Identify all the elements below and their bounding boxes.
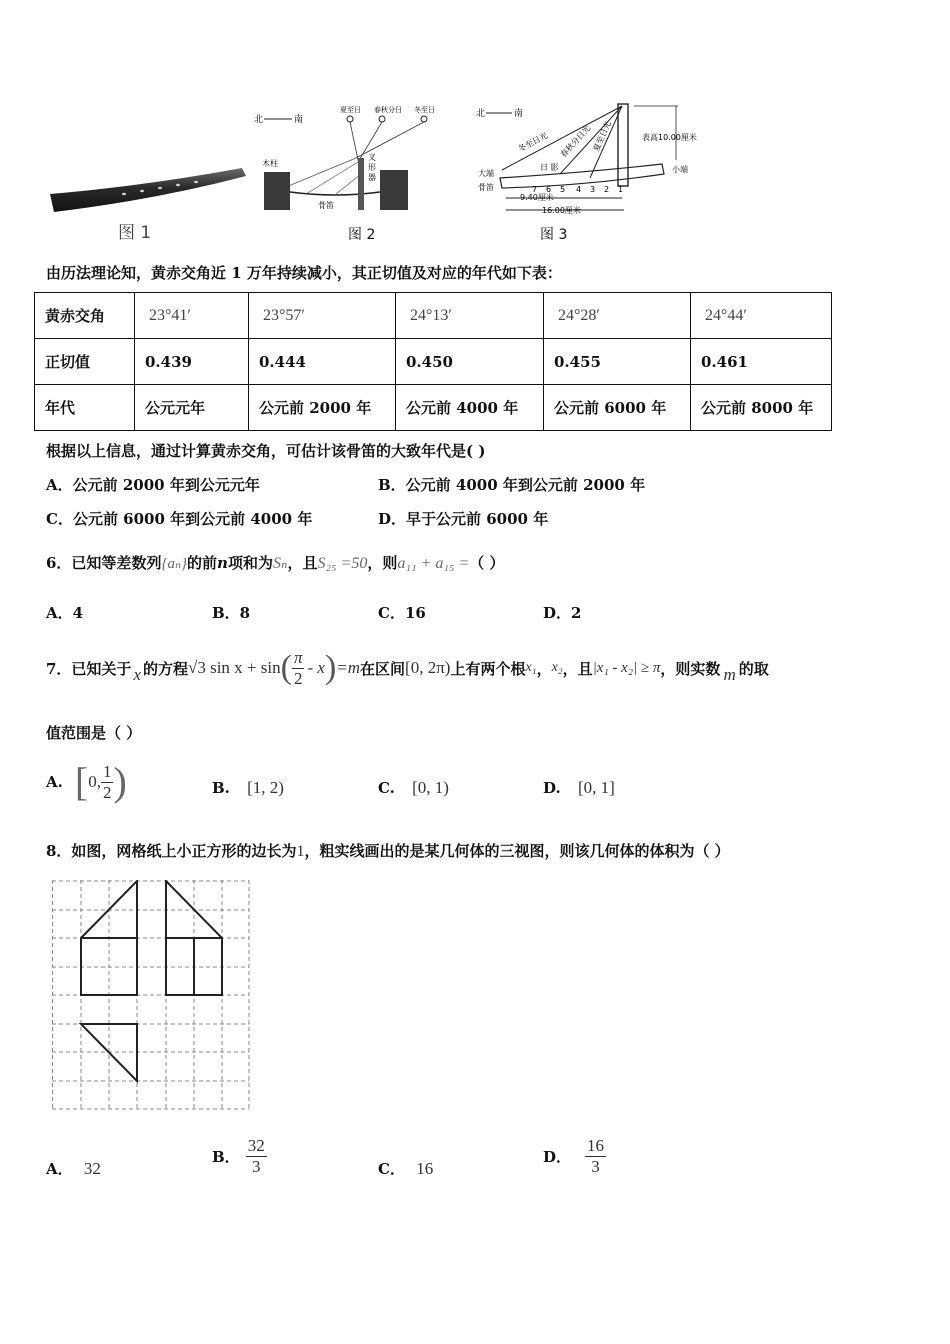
figure-2-observation: [246, 100, 456, 218]
q8-d-label: D．: [543, 1147, 572, 1166]
obliquity-table: [34, 292, 832, 431]
fig3-summer-light: 夏至日光: [591, 119, 613, 153]
q8-option-d[interactable]: [543, 1130, 606, 1182]
table-cell: 公元前 8000 年: [691, 385, 832, 431]
q6-option-c[interactable]: C．16: [378, 604, 426, 622]
table-cell: 24°28′: [544, 293, 691, 339]
fig2-summer: 夏至日: [340, 106, 361, 114]
q5-option-b[interactable]: B．公元前 4000 年到公元前 2000 年: [378, 476, 646, 494]
q6-option-b[interactable]: B．8: [212, 604, 251, 622]
q6-stem: [46, 548, 504, 579]
q8-one: 1: [296, 843, 305, 860]
q7-text-2: 的方程: [143, 659, 189, 678]
q6-s25: S₂₅ =50: [317, 555, 368, 572]
table-cell: 0.455: [544, 339, 691, 385]
table-cell: 23°57′: [249, 293, 396, 339]
figure-3-caption: 图 3: [540, 227, 568, 243]
fig3-south: 南: [514, 109, 524, 119]
table-cell: 公元前 4000 年: [396, 385, 544, 431]
q8-option-b[interactable]: [212, 1130, 267, 1182]
q8-d-frac: $\frac{16}{3}$: [587, 1135, 605, 1176]
fig2-bone-label: 骨笛: [318, 201, 334, 210]
fig3-tick-7: 7: [532, 185, 538, 194]
q6-text-4: ，且: [287, 554, 318, 572]
fig2-fork-label-3: 器: [368, 173, 376, 182]
fig2-fork-label-2: 形: [368, 163, 376, 172]
q7-d-label: D.: [543, 779, 561, 797]
fig3-north: 北: [476, 109, 486, 119]
table-cell: 0.461: [691, 339, 832, 385]
table-row-angle: [35, 293, 832, 339]
q7-x2: x₂: [551, 660, 563, 675]
figure-1-caption: 图 1: [118, 223, 152, 243]
q7-b-label: B.: [212, 779, 230, 797]
q7-a-pre: 0,: [88, 772, 101, 791]
table-cell: 公元前 2000 年: [249, 385, 396, 431]
table-cell: 黄赤交角: [35, 293, 135, 339]
table-cell: 公元元年: [135, 385, 249, 431]
q7-stem-line2: 值范围是（ ）: [46, 724, 142, 742]
q7-eq-a: √3 sin x + sin: [188, 658, 281, 677]
q6-text-2: 的前: [187, 554, 218, 572]
q8-text-2: ，粗实线画出的是某几何体的三视图，则该几何体的体积为（ ）: [304, 842, 730, 860]
q8-stem: [46, 840, 730, 861]
fig3-tick-5: 5: [560, 185, 566, 194]
fig2-equinox: 春秋分日: [374, 106, 402, 114]
fig3-winter-light: 冬至日光: [516, 130, 550, 154]
q7-option-c[interactable]: [378, 778, 449, 798]
table-cell: 24°13′: [396, 293, 544, 339]
q7-stem: 7．已知关于 x 的方程 √3 sin x + sin ( $\frac{\pi}{2}$ - x ) =m 在区间 [0, 2π) 上有两个根 x₁ ， x₂ ，且 |x₁ - x₂| ≥ π ，则实数 m 的取: [46, 647, 769, 688]
q7-condition: |x₁ - x₂| ≥ π: [592, 659, 661, 676]
q6-text-3: 项和为: [227, 554, 273, 572]
figure-3-shadow: [472, 100, 722, 220]
q7-comma: ，: [536, 659, 552, 678]
q7-m: m: [723, 665, 736, 684]
fig2-pillar-label: 木柱: [262, 159, 278, 168]
table-cell: 0.450: [396, 339, 544, 385]
q6-expr: a₁₁ + a₁₅ =: [397, 555, 470, 572]
q7-text-4: 上有两个根: [450, 659, 526, 678]
q7-x1: x₁: [525, 660, 537, 675]
q8-a-label: A．: [46, 1160, 73, 1178]
q6-option-d[interactable]: D．2: [543, 604, 582, 622]
q7-option-b[interactable]: [212, 778, 284, 798]
q8-option-c[interactable]: [378, 1158, 433, 1179]
q7-interval: [0, 2π): [405, 658, 451, 677]
three-view-outlines: [81, 881, 222, 1081]
q7-text-6: ，则实数: [660, 659, 721, 678]
flute-body: [50, 168, 246, 212]
q7-text-3: 在区间: [360, 659, 406, 678]
q8-text-1: 8．如图，网格纸上小正方形的边长为: [46, 842, 297, 860]
q5-option-c[interactable]: C．公元前 6000 年到公元前 4000 年: [46, 510, 313, 528]
fig3-flute-label: 骨笛: [478, 183, 494, 192]
q6-text-5: ，则: [367, 554, 398, 572]
table-cell: 正切值: [35, 339, 135, 385]
q7-a-label: A.: [46, 773, 63, 791]
q7-text-7: 的取: [738, 659, 769, 678]
fig3-sun-shadow: 日 影: [540, 163, 559, 172]
q6-text-1: 6．已知等差数列: [46, 554, 162, 572]
q7-eq-b: - x: [307, 658, 325, 677]
q7-c-label: C.: [378, 779, 395, 797]
q7-b-val: [1, 2): [247, 778, 284, 797]
q7-a-frac: $\frac{1}{2}$: [102, 761, 112, 802]
fig3-tick-1: 1: [618, 185, 624, 194]
q8-c-label: C．: [378, 1160, 405, 1178]
fig3-small-end: 小端: [672, 165, 688, 174]
fig2-winter: 冬至日: [414, 106, 435, 114]
fig3-table-height: 表高10.00厘米: [642, 133, 697, 142]
fig3-tick-2: 2: [604, 185, 610, 194]
fig3-len2: 16.00厘米: [542, 206, 581, 215]
fig3-tick-6: 6: [546, 185, 552, 194]
q7-d-val: [0, 1]: [577, 778, 615, 797]
q6-text-6: （ ）: [469, 554, 505, 572]
fig3-tick-3: 3: [590, 185, 596, 194]
three-view-grid-figure: [52, 880, 252, 1112]
q8-b-label: B．: [212, 1147, 240, 1166]
table-cell: 24°44′: [691, 293, 832, 339]
q5-option-d[interactable]: D．早于公元前 6000 年: [378, 510, 549, 528]
fig2-fork-label-1: 叉: [368, 153, 376, 162]
fig3-len1: 9.40厘米: [520, 193, 554, 202]
q6-option-a[interactable]: A．4: [46, 604, 84, 622]
q7-eq-c: =m: [336, 658, 361, 677]
q8-a-val: 32: [83, 1159, 101, 1178]
q7-text-5: ，且: [562, 659, 593, 678]
table-row-era: [35, 385, 832, 431]
q6-sequence: {aₙ}: [161, 556, 188, 572]
q8-option-a[interactable]: [46, 1158, 101, 1179]
q8-b-frac: $\frac{32}{3}$: [247, 1135, 265, 1176]
fig3-tick-4: 4: [576, 185, 582, 194]
q6-sn: Sₙ: [272, 555, 288, 572]
q5-option-a[interactable]: A．公元前 2000 年到公元元年: [46, 476, 260, 494]
q7-pi-over-2: $\frac{\pi}{2}$: [293, 647, 303, 688]
figure-2-caption: 图 2: [348, 227, 376, 243]
table-intro: 由历法理论知，黄赤交角近 1 万年持续减小，其正切值及对应的年代如下表：: [46, 264, 562, 282]
fig3-equinox-light: 春秋分日光: [558, 123, 593, 160]
fig2-south: 南: [294, 115, 304, 125]
table-cell: 年代: [35, 385, 135, 431]
q5-stem: 根据以上信息，通过计算黄赤交角，可估计该骨笛的大致年代是( ): [46, 442, 486, 460]
side-view: [166, 881, 222, 995]
table-cell: 0.444: [249, 339, 396, 385]
table-cell: 0.439: [135, 339, 249, 385]
q7-x: x: [133, 665, 141, 684]
table-cell: 公元前 6000 年: [544, 385, 691, 431]
q6-n: n: [217, 554, 228, 572]
fig2-north: 北: [254, 115, 264, 125]
q7-c-val: [0, 1): [412, 778, 449, 797]
q7-text-1: 7．已知关于: [46, 659, 132, 678]
table-cell: 23°41′: [135, 293, 249, 339]
q8-c-val: 16: [416, 1159, 434, 1178]
q7-option-a[interactable]: A. [ 0, $\frac{1}{2}$ ): [46, 759, 127, 804]
q7-option-d[interactable]: [543, 778, 615, 798]
front-view: [81, 881, 137, 995]
table-row-tangent: [35, 339, 832, 385]
fig3-big-end: 大端: [478, 169, 494, 178]
